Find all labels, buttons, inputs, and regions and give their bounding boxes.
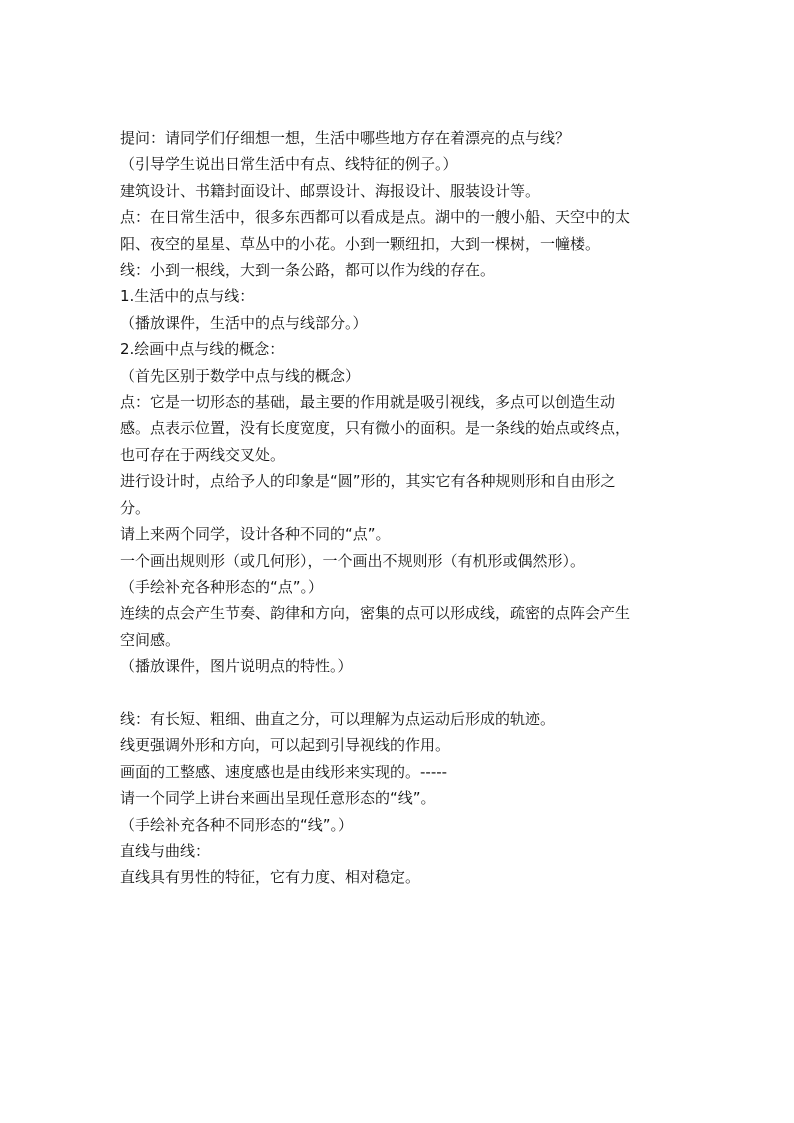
text-line: 建筑设计、书籍封面设计、邮票设计、海报设计、服装设计等。 — [120, 181, 541, 200]
text-line: 空间感。 — [120, 630, 181, 649]
text-line: 也可存在于两线交叉处。 — [120, 445, 286, 464]
text-line: 请一个同学上讲台来画出呈现任意形态的“线”。 — [120, 789, 436, 808]
text-line: （播放课件，图片说明点的特性。） — [120, 657, 353, 676]
text-line: 分。 — [120, 498, 151, 517]
text-line: 1.生活中的点与线： — [120, 287, 255, 306]
document-body — [120, 125, 676, 891]
text-line: 线：有长短、粗细、曲直之分，可以理解为点运动后形成的轨迹。 — [120, 709, 556, 728]
text-line: 画面的工整感、速度感也是由线形来实现的。----- — [120, 762, 448, 781]
text-line: 点：它是一切形态的基础，最主要的作用就是吸引视线，多点可以创造生动 — [120, 393, 616, 412]
text-line: 阳、夜空的星星、草丛中的小花。小到一颗纽扣，大到一棵树，一幢楼。 — [120, 234, 601, 253]
text-line: 线更强调外形和方向，可以起到引导视线的作用。 — [120, 736, 451, 755]
text-line: 2.绘画中点与线的概念： — [120, 340, 285, 359]
text-line: （首先区别于数学中点与线的概念） — [120, 366, 361, 385]
text-line: （引导学生说出日常生活中有点、线特征的例子。） — [120, 155, 458, 174]
text-line: 进行设计时，点给予人的印象是“圆”形的，其实它有各种规则形和自由形之 — [120, 472, 616, 491]
text-line: （手绘补充各种不同形态的“线”。） — [120, 815, 354, 834]
text-line: 点：在日常生活中，很多东西都可以看成是点。湖中的一艘小船、天空中的太 — [120, 208, 631, 227]
blank-line — [120, 680, 676, 706]
text-line: 请上来两个同学，设计各种不同的“点”。 — [120, 525, 391, 544]
text-line: 一个画出规则形（或几何形），一个画出不规则形（有机形或偶然形）。 — [120, 551, 586, 570]
text-line: 直线具有男性的特征，它有力度、相对稳定。 — [120, 868, 421, 887]
text-line: 直线与曲线： — [120, 841, 211, 860]
text-line: 连续的点会产生节奏、韵律和方向，密集的点可以形成线，疏密的点阵会产生 — [120, 604, 631, 623]
text-line: 感。点表示位置，没有长度宽度，只有微小的面积。是一条线的始点或终点， — [120, 419, 631, 438]
text-line: （播放课件，生活中的点与线部分。） — [120, 313, 368, 332]
text-line: （手绘补充各种形态的“点”。） — [120, 577, 324, 596]
text-line: 线：小到一根线，大到一条公路，都可以作为线的存在。 — [120, 261, 496, 280]
text-line: 提问：请同学们仔细想一想，生活中哪些地方存在着漂亮的点与线？ — [120, 129, 571, 147]
